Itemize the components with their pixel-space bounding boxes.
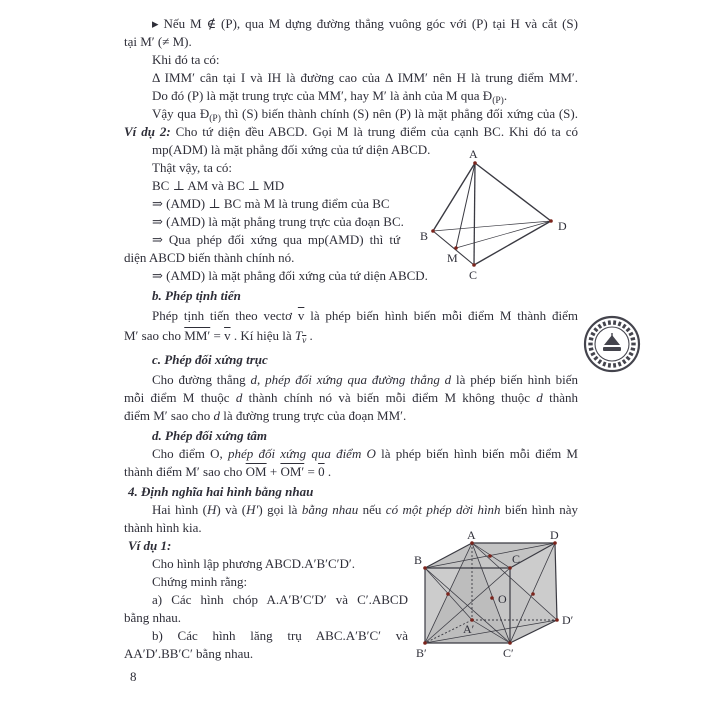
text-segment: ▸ Nếu M ∉ (P), qua M dựng đường thẳng vuông góc với (P) tại H và cắt (S) xyxy=(152,16,578,31)
text-segment: ⇒ (AMD) là mặt phẳng đối xứng của tứ diện ABCD. xyxy=(152,268,428,283)
text-segment: Ví dụ 2: xyxy=(124,124,171,139)
vertex-dot xyxy=(490,596,494,600)
text-segment: Cho đường thẳng xyxy=(152,372,251,387)
vertex-dot xyxy=(431,229,435,233)
text-segment: Thật vậy, ta có: xyxy=(152,160,233,175)
figure-edge xyxy=(433,163,475,231)
text-segment: + xyxy=(266,464,281,479)
vertex-dot xyxy=(488,554,492,558)
text-segment: (P) xyxy=(209,114,221,124)
text-segment: Cho điểm O, xyxy=(152,446,228,461)
page-number: 8 xyxy=(130,669,137,684)
vertex-label: A xyxy=(469,148,478,161)
seal-text-mark xyxy=(631,343,635,346)
vertex-dot xyxy=(508,641,512,645)
text-line xyxy=(152,177,284,194)
vertex-dot xyxy=(454,246,458,250)
text-line xyxy=(152,231,400,248)
text-segment: = xyxy=(304,464,319,479)
text-segment: $\overline{OM}$ xyxy=(245,464,267,479)
text-segment: diện ABCD biến thành chính nó. xyxy=(124,250,295,265)
text-segment: tại M′ (≠ M). xyxy=(124,34,192,49)
text-segment: mỗi điểm M thuộc xyxy=(124,390,236,405)
text-segment: ⇒ (AMD) ⊥ BC mà M là trung điểm của BC xyxy=(152,196,390,211)
text-segment: . xyxy=(306,328,313,343)
text-segment: OM′ xyxy=(280,464,305,479)
text-segment: ⇒ (AMD) là mặt phẳng trung trực của đoạn BC. xyxy=(152,214,404,229)
text-segment: H xyxy=(207,502,217,517)
vertex-dot xyxy=(423,641,427,645)
text-line xyxy=(152,573,247,590)
text-segment: ) gọi là xyxy=(258,502,302,517)
text-segment: AA′D′.BB′C′ bằng nhau. xyxy=(124,646,254,661)
cube-figure xyxy=(413,530,598,672)
text-segment: Δ IMM′ cân tại I và IH là đường cao của Δ IMM′ nên H là trung điểm MM′. xyxy=(152,70,578,85)
text-segment: mp(ADM) là mặt phẳng đối xứng của tứ diện ABCD. xyxy=(152,142,431,157)
vertex-dot xyxy=(549,219,553,223)
seal-text-mark xyxy=(628,332,633,337)
text-segment: bằng nhau xyxy=(301,502,359,517)
text-segment: phép đối xứng qua đường thẳng d xyxy=(265,372,452,387)
text-line xyxy=(152,307,578,324)
seal-text-mark xyxy=(630,337,635,341)
text-segment: Khi đó ta có: xyxy=(152,52,220,67)
text-segment: Cho hình lập phương ABCD.A′B′C′D′. xyxy=(152,556,355,571)
text-line xyxy=(124,327,313,350)
seal-text-mark xyxy=(618,362,622,367)
seal-text-mark xyxy=(628,352,633,357)
text-line xyxy=(124,407,406,424)
text-segment: . xyxy=(503,88,508,103)
seal-text-mark xyxy=(608,320,611,325)
text-segment: d. Phép đối xứng tâm xyxy=(152,428,268,443)
vertex-dot xyxy=(473,161,477,165)
vertex-label: A xyxy=(467,530,476,542)
seal-text-mark xyxy=(602,321,606,326)
text-segment: c. Phép đối xứng trục xyxy=(152,352,268,367)
text-line xyxy=(152,213,404,230)
vertex-label: D xyxy=(558,219,567,233)
seal-text-mark xyxy=(622,324,627,329)
text-line xyxy=(152,427,267,444)
text-segment: thành xyxy=(542,390,578,405)
text-segment: điểm M′ sao cho xyxy=(124,408,214,423)
text-segment: M′ sao cho xyxy=(124,328,185,343)
figure-edge xyxy=(475,163,551,221)
text-segment: biến hình này xyxy=(500,502,578,517)
text-segment: thành chính nó và biến mỗi điểm M không thuộc xyxy=(242,390,537,405)
text-segment: H′ xyxy=(246,502,259,517)
vertex-dot xyxy=(531,592,535,596)
seal-text-mark xyxy=(590,352,595,357)
text-line xyxy=(152,445,578,462)
seal-text-mark xyxy=(588,343,592,346)
seal-text-mark xyxy=(613,320,616,325)
text-segment: a) Các hình chóp A.A′B′C′D′ và C′.ABCD xyxy=(152,592,408,607)
vertex-dot xyxy=(423,566,427,570)
text-segment: b) Các hình lăng trụ ABC.A′B′C′ và xyxy=(152,628,408,643)
vertex-label: B xyxy=(414,553,423,567)
text-segment: thành hình kia. xyxy=(124,520,202,535)
vertex-label: C′ xyxy=(503,646,514,660)
text-line xyxy=(124,249,294,266)
vertex-dot xyxy=(508,566,512,570)
seal-text-mark xyxy=(622,359,627,364)
text-line xyxy=(124,123,578,140)
text-line xyxy=(124,645,253,662)
text-line xyxy=(152,555,355,572)
text-segment: thì (S) biến thành chính (S) nên (P) là mặt phẳng đối xứng của (S). xyxy=(220,106,578,121)
text-line xyxy=(152,141,430,158)
text-segment: là phép biến hình biến xyxy=(451,372,578,387)
text-line xyxy=(124,33,192,50)
vertex-label: A′ xyxy=(463,622,475,636)
text-segment: (P) xyxy=(492,96,504,106)
seal-text-mark xyxy=(589,337,594,341)
text-line xyxy=(152,371,578,388)
vertex-dot xyxy=(555,618,559,622)
text-segment: d xyxy=(235,390,243,405)
text-segment: v xyxy=(302,336,307,346)
text-line xyxy=(152,15,578,32)
seal-text-mark xyxy=(589,347,594,351)
text-segment: ⇒ Qua phép đối xứng qua mp(AMD) thì tứ xyxy=(152,232,400,247)
text-segment: , xyxy=(257,372,266,387)
text-segment: T xyxy=(294,328,303,343)
text-segment: Cho tứ diện đều ABCD. Gọi M là trung điểm của cạnh BC. Khi đó ta có xyxy=(170,124,578,139)
text-line xyxy=(128,483,313,500)
seal-text-mark xyxy=(597,324,602,329)
text-segment: b. Phép tịnh tiến xyxy=(152,288,241,303)
text-segment: Vậy qua Đ xyxy=(152,106,210,121)
text-line xyxy=(124,519,202,536)
text-line xyxy=(128,537,171,554)
text-line xyxy=(152,195,390,212)
text-segment: là đường trung trực của đoạn MM′. xyxy=(220,408,407,423)
text-segment: Chứng minh rằng: xyxy=(152,574,248,589)
text-segment: Phép tịnh tiến theo vectơ xyxy=(152,308,298,323)
text-line xyxy=(152,501,578,518)
seal-text-mark xyxy=(630,347,635,351)
seal-text-mark xyxy=(590,332,595,337)
seal-text-mark xyxy=(608,363,611,368)
text-segment: ) và ( xyxy=(216,502,247,517)
text-segment: . Kí hiệu là xyxy=(230,328,295,343)
figure-edge xyxy=(474,221,551,265)
vertex-label: B xyxy=(420,229,429,243)
text-segment: là phép biến hình biến mỗi điểm M thành điểm xyxy=(304,308,578,323)
text-line xyxy=(152,69,578,86)
figure-edge xyxy=(456,163,475,248)
vertex-label: C xyxy=(512,552,521,566)
text-segment: d xyxy=(536,390,543,405)
text-segment: có một phép dời hình xyxy=(385,502,501,517)
tetrahedron-figure xyxy=(403,148,593,283)
vertex-label: O xyxy=(498,592,507,606)
vertex-label: D xyxy=(550,530,559,542)
text-segment: nếu xyxy=(358,502,386,517)
vertex-label: D′ xyxy=(562,613,574,627)
text-segment: d xyxy=(250,372,258,387)
text-line xyxy=(152,267,428,284)
text-segment: là phép biến hình biến mỗi điểm M xyxy=(375,446,578,461)
text-segment: $\overline{v}$ xyxy=(224,328,231,343)
text-segment: Do đó (P) là mặt trung trực của MM′, hay M′ là ảnh của M qua Đ xyxy=(152,88,493,103)
text-segment: d xyxy=(213,408,220,423)
seal-text-mark xyxy=(593,356,598,361)
seal-banner xyxy=(603,347,621,351)
vertex-dot xyxy=(472,263,476,267)
seal-text-mark xyxy=(602,362,606,367)
text-segment: Ví dụ 1: xyxy=(128,538,172,553)
seal-text-mark xyxy=(626,356,631,361)
figure-edge xyxy=(474,163,475,265)
text-segment: 0 xyxy=(318,464,325,479)
publisher-seal-icon xyxy=(582,314,642,374)
text-segment: $\overline{v}$ xyxy=(297,308,305,323)
text-segment: 4. Định nghĩa hai hình bằng nhau xyxy=(128,484,314,499)
text-segment: = xyxy=(210,328,225,343)
text-line xyxy=(124,609,181,626)
seal-text-mark xyxy=(613,363,616,368)
seal-text-mark xyxy=(597,359,602,364)
seal-text-mark xyxy=(618,321,622,326)
text-line xyxy=(152,159,232,176)
vertex-label: B′ xyxy=(416,646,427,660)
text-line xyxy=(124,389,578,406)
text-segment: BC ⊥ AM và BC ⊥ MD xyxy=(152,178,285,193)
vertex-dot xyxy=(446,592,450,596)
text-line xyxy=(152,627,408,644)
text-line xyxy=(152,351,268,368)
text-line xyxy=(152,287,241,304)
text-segment: bằng nhau. xyxy=(124,610,182,625)
vertex-label: C xyxy=(469,268,478,282)
text-segment: . xyxy=(324,464,332,479)
text-line xyxy=(152,591,408,608)
text-segment: phép đối xứng qua điểm O xyxy=(227,446,376,461)
text-segment: MM′ xyxy=(184,328,211,343)
seal-text-mark xyxy=(626,327,631,332)
text-segment: thành điểm M′ sao cho xyxy=(124,464,246,479)
vertex-label: M xyxy=(447,251,458,265)
text-line xyxy=(152,51,220,68)
text-line xyxy=(124,463,331,480)
seal-text-mark xyxy=(593,327,598,332)
text-segment: Hai hình ( xyxy=(152,502,207,517)
